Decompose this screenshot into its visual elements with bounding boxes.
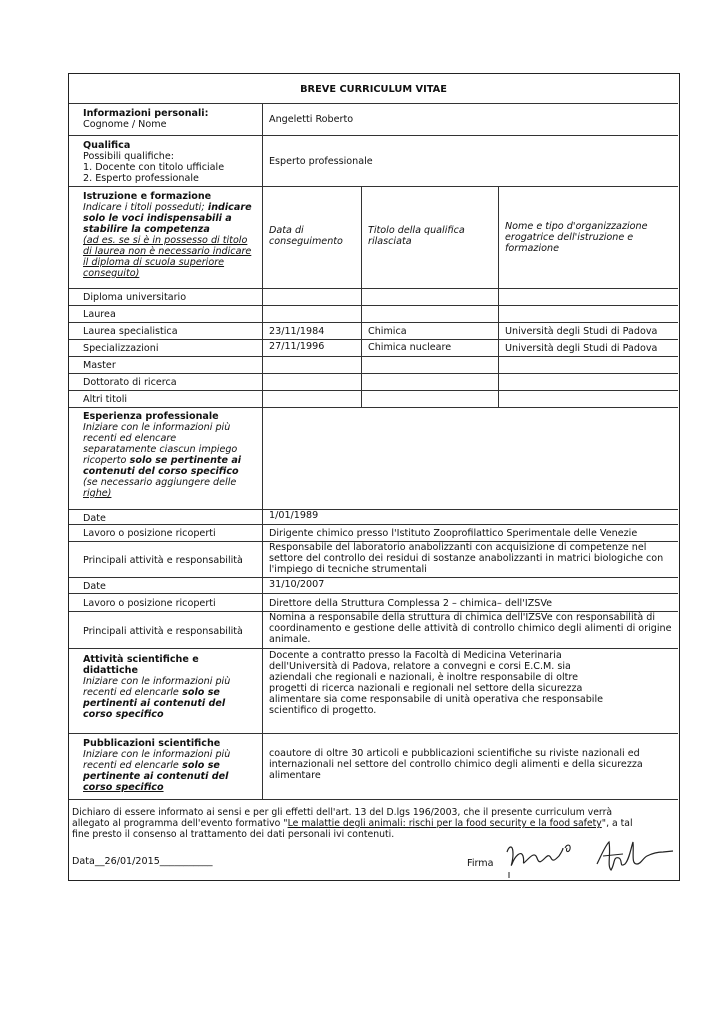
istruzione-note: di laurea non è necessario indicare bbox=[83, 246, 252, 257]
job2-role: Direttore della Struttura Complessa 2 – chimica– dell'IZSVe bbox=[269, 598, 553, 609]
edu-label-laurea: Laurea bbox=[83, 309, 116, 320]
personal-label-cell bbox=[83, 108, 253, 130]
attivita-hint-bold: pertinenti ai contenuti del bbox=[83, 698, 226, 709]
edu-label-diploma: Diploma universitario bbox=[83, 292, 187, 303]
attivita-value-line: Docente a contratto presso la Facoltà di Medicina Veterinaria bbox=[269, 650, 562, 661]
istruzione-note: (ad es. se si è in possesso di titolo bbox=[83, 235, 248, 246]
attivita-value-line: scientifico di progetto. bbox=[269, 705, 377, 716]
attivita-value bbox=[269, 650, 669, 716]
divider bbox=[69, 373, 678, 374]
istruzione-hint: Indicare i titoli posseduti; bbox=[83, 202, 205, 213]
istruzione-hint-bold: stabilire la competenza bbox=[83, 224, 210, 235]
col-date-header-line: conseguimento bbox=[269, 236, 343, 247]
qualifica-heading: Qualifica bbox=[83, 140, 131, 151]
col-date-header-line: Data di bbox=[269, 225, 304, 236]
job1-activity-line: settore del controllo dei residui di sostanze anabolizzanti in matrici biologiche con bbox=[269, 553, 664, 564]
divider bbox=[69, 524, 678, 525]
attivita-hint: recenti ed elencarle bbox=[83, 687, 179, 698]
job2-activity bbox=[269, 612, 674, 645]
qualifica-label-cell bbox=[83, 140, 258, 184]
divider bbox=[69, 288, 678, 289]
istruzione-heading: Istruzione e formazione bbox=[83, 191, 212, 202]
col-title-header-line: Titolo della qualifica bbox=[368, 225, 465, 236]
divider bbox=[69, 186, 678, 187]
attivita-hint-bold: corso specifico bbox=[83, 709, 164, 720]
col-title-header-line: rilasciata bbox=[368, 236, 412, 247]
divider bbox=[69, 322, 678, 323]
job1-activity-label: Principali attività e responsabilità bbox=[83, 555, 243, 566]
personal-heading: Informazioni personali: bbox=[83, 108, 209, 119]
job1-activity-line: Responsabile del laboratorio anabolizzanti con acquisizione di competenze nel bbox=[269, 542, 647, 553]
edu-date-specializzazioni: 27/11/1996 bbox=[269, 341, 325, 352]
edu-org-laurea-spec: Università degli Studi di Padova bbox=[505, 326, 658, 337]
esperienza-label-cell bbox=[83, 411, 263, 499]
edu-org-specializzazioni: Università degli Studi di Padova bbox=[505, 343, 658, 354]
attivita-heading: didattiche bbox=[83, 665, 138, 676]
edu-label-dottorato: Dottorato di ricerca bbox=[83, 377, 177, 388]
date-field bbox=[72, 856, 213, 867]
edu-label-master: Master bbox=[83, 360, 116, 371]
date-label: Data bbox=[72, 856, 95, 867]
divider bbox=[69, 593, 678, 594]
handwritten-signature bbox=[501, 834, 677, 880]
pubblicazioni-value bbox=[269, 748, 674, 781]
divider bbox=[69, 339, 678, 340]
pubblicazioni-value-line: alimentare bbox=[269, 770, 321, 781]
divider bbox=[69, 135, 678, 136]
col-org-header bbox=[505, 221, 675, 254]
esperienza-hint: separatamente ciascun impiego bbox=[83, 444, 238, 455]
col-title-header bbox=[368, 225, 498, 247]
edu-title-specializzazioni: Chimica nucleare bbox=[368, 342, 452, 353]
pubblicazioni-value-line: internazionali nel settore del controllo chimico degli alimenti e della sicurezza bbox=[269, 759, 643, 770]
esperienza-hint: Iniziare con le informazioni più bbox=[83, 422, 231, 433]
divider bbox=[69, 733, 678, 734]
date-value: __26/01/2015___________ bbox=[94, 856, 213, 867]
divider bbox=[69, 103, 678, 104]
col-org-header-line: Nome e tipo d'organizzazione bbox=[505, 221, 648, 232]
attivita-hint-bold: solo se bbox=[178, 687, 220, 698]
divider bbox=[69, 407, 678, 408]
form-title: BREVE CURRICULUM VITAE bbox=[300, 84, 447, 95]
qualifica-value: Esperto professionale bbox=[269, 156, 373, 167]
esperienza-hint: (se necessario aggiungere delle bbox=[83, 477, 237, 488]
divider bbox=[69, 799, 678, 800]
column-divider bbox=[262, 103, 263, 799]
job2-role-label: Lavoro o posizione ricoperti bbox=[83, 598, 216, 609]
divider bbox=[69, 648, 678, 649]
col-date-header bbox=[269, 225, 359, 247]
job1-role: Dirigente chimico presso l'Istituto Zooprofilattico Sperimentale delle Venezie bbox=[269, 528, 638, 539]
divider bbox=[69, 577, 678, 578]
column-divider bbox=[498, 186, 499, 407]
esperienza-hint-bold: contenuti del corso specifico bbox=[83, 466, 239, 477]
job2-date: 31/10/2007 bbox=[269, 579, 325, 590]
divider bbox=[69, 356, 678, 357]
job2-activity-line: coordinamento e gestione delle attività di controllo chimico degli alimenti di origine bbox=[269, 623, 672, 634]
job2-activity-line: animale. bbox=[269, 634, 311, 645]
pubblicazioni-hint: recenti ed elencarle bbox=[83, 760, 179, 771]
column-divider bbox=[361, 186, 362, 407]
pubblicazioni-label-cell bbox=[83, 738, 263, 793]
divider bbox=[69, 509, 678, 510]
esperienza-heading: Esperienza professionale bbox=[83, 411, 219, 422]
job2-date-label: Date bbox=[83, 581, 106, 592]
attivita-heading: Attività scientifiche e bbox=[83, 654, 199, 665]
attivita-value-line: aziendali che regionali e nazionali, è inoltre responsabile di oltre bbox=[269, 672, 579, 683]
firma-label: Firma bbox=[467, 858, 494, 869]
edu-title-laurea-spec: Chimica bbox=[368, 326, 407, 337]
job2-activity-line: Nomina a responsabile della struttura di chimica dell'IZSVe con responsabilità di bbox=[269, 612, 656, 623]
declaration-line: allegato al programma dell'evento formativo " bbox=[72, 818, 288, 829]
istruzione-hint-bold: solo le voci indispensabili a bbox=[83, 213, 232, 224]
esperienza-hint: righe) bbox=[83, 488, 112, 499]
job1-date: 1/01/1989 bbox=[269, 510, 319, 521]
surname-name-label: Cognome / Nome bbox=[83, 119, 167, 130]
qualifica-hint: Possibili qualifiche: bbox=[83, 151, 175, 162]
surname-name-value: Angeletti Roberto bbox=[269, 114, 354, 125]
pubblicazioni-value-line: coautore di oltre 30 articoli e pubblicazioni scientifiche su riviste nazionali ed bbox=[269, 748, 640, 759]
pubblicazioni-hint-bold: solo se bbox=[178, 760, 220, 771]
pubblicazioni-heading: Pubblicazioni scientifiche bbox=[83, 738, 221, 749]
attivita-value-line: alimentare sia come responsabile di unità operativa che responsabile bbox=[269, 694, 604, 705]
divider bbox=[69, 390, 678, 391]
pubblicazioni-hint: Iniziare con le informazioni più bbox=[83, 749, 231, 760]
edu-label-specializzazioni: Specializzazioni bbox=[83, 343, 159, 354]
job1-role-label: Lavoro o posizione ricoperti bbox=[83, 528, 216, 539]
divider bbox=[69, 305, 678, 306]
attivita-value-line: dell'Università di Padova, relatore a convegni e corsi E.C.M. sia bbox=[269, 661, 571, 672]
istruzione-label-cell bbox=[83, 191, 263, 279]
esperienza-hint: ricoperto bbox=[83, 455, 127, 466]
job1-activity bbox=[269, 542, 674, 575]
qualifica-option: 2. Esperto professionale bbox=[83, 173, 199, 184]
pubblicazioni-hint-bold: corso specifico bbox=[83, 782, 164, 793]
attivita-value-line: progetti di ricerca nazionali e regionali nel settore della sicurezza bbox=[269, 683, 583, 694]
job1-activity-line: l'impiego di tecniche strumentali bbox=[269, 564, 427, 575]
attivita-hint: Iniziare con le informazioni più bbox=[83, 676, 231, 687]
attivita-label-cell bbox=[83, 654, 263, 720]
esperienza-hint: recenti ed elencare bbox=[83, 433, 177, 444]
col-org-header-line: erogatrice dell'istruzione e bbox=[505, 232, 634, 243]
istruzione-note: il diploma di scuola superiore bbox=[83, 257, 225, 268]
col-org-header-line: formazione bbox=[505, 243, 559, 254]
qualifica-option: 1. Docente con titolo ufficiale bbox=[83, 162, 225, 173]
esperienza-hint-bold: solo se pertinente ai bbox=[126, 455, 242, 466]
declaration-line: ", a tal bbox=[601, 818, 633, 829]
declaration-line: fine presto il consenso al trattamento dei dati personali ivi contenuti. bbox=[72, 829, 395, 840]
cv-form bbox=[68, 73, 680, 881]
declaration-line: Dichiaro di essere informato ai sensi e per gli effetti dell'art. 13 del D.lgs 196/2003, che il presente curriculum verrà bbox=[72, 807, 613, 818]
job1-date-label: Date bbox=[83, 513, 106, 524]
edu-date-laurea-spec: 23/11/1984 bbox=[269, 326, 325, 337]
event-title: Le malattie degli animali: rischi per la food security e la food safety bbox=[287, 818, 602, 829]
pubblicazioni-hint-bold: pertinente ai contenuti del bbox=[83, 771, 229, 782]
edu-label-laurea-spec: Laurea specialistica bbox=[83, 326, 178, 337]
job2-activity-label: Principali attività e responsabilità bbox=[83, 626, 243, 637]
istruzione-hint-bold: indicare bbox=[204, 202, 252, 213]
istruzione-note: conseguito) bbox=[83, 268, 140, 279]
edu-label-altri: Altri titoli bbox=[83, 394, 128, 405]
